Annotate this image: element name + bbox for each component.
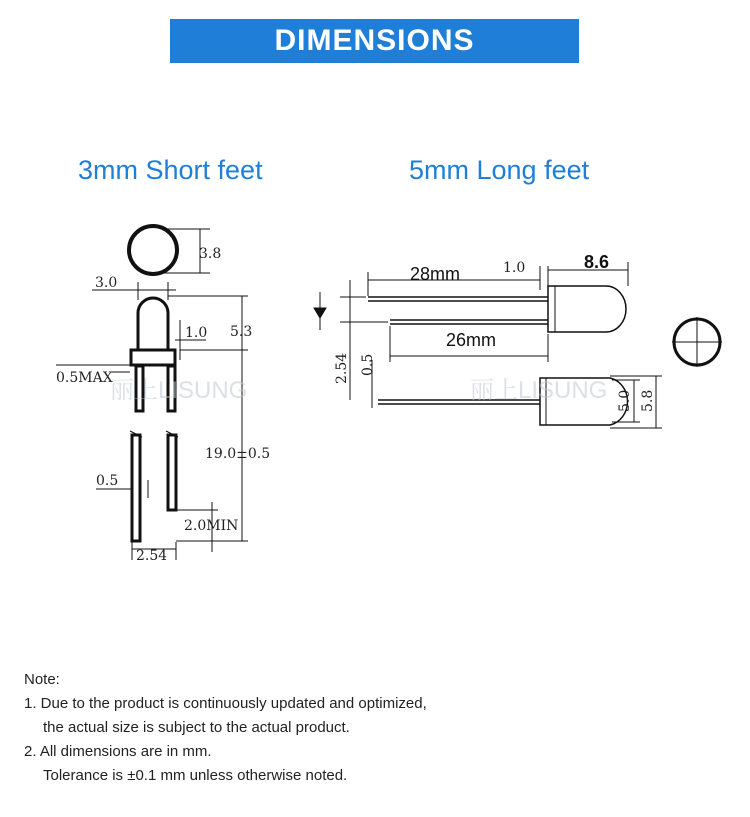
dim-pitch: 2.54 [136, 548, 168, 564]
note-2-line-1: 2. All dimensions are in mm. [24, 743, 212, 760]
dim-min-diff: 2.0MIN [184, 518, 239, 534]
watermark-right: 丽上LISUNG [470, 377, 608, 404]
page-title: DIMENSIONS [274, 24, 475, 57]
dim-max-gap: 0.5MAX [56, 370, 113, 386]
dim-outer-diameter: 5.8 [640, 389, 656, 412]
led-lens-outline [138, 298, 168, 350]
right-diagram-title: 5mm Long feet [409, 155, 590, 185]
dim-long-lead: 28mm [410, 264, 461, 284]
dim-lead-width: 0.5 [96, 473, 119, 489]
note-1-line-1: 1. Due to the product is continuously updated and optimized, [24, 695, 427, 712]
watermark-left: 丽上LISUNG [110, 377, 248, 404]
dim-short-lead: 26mm [446, 330, 497, 350]
dim-lead-width-right: 0.5 [360, 353, 376, 376]
dim-pitch-right: 2.54 [334, 352, 350, 384]
dim-lens-height: 5.3 [230, 324, 253, 340]
dim-body-width: 3.0 [95, 275, 118, 291]
led-top-view-ring [129, 226, 177, 274]
left-diagram-title: 3mm Short feet [78, 155, 263, 185]
note-2-line-2: Tolerance is ±0.1 mm unless otherwise noted. [43, 767, 348, 784]
dim-flange: 1.0 [185, 325, 208, 341]
dim-lens-diameter: 3.8 [199, 246, 222, 262]
dim-lens-length: 8.6 [584, 252, 610, 272]
dim-flange-right: 1.0 [503, 260, 526, 276]
dim-inner-diameter: 5.0 [617, 389, 633, 412]
notes-section [24, 668, 427, 788]
lead-left-lower [132, 435, 140, 541]
notes-heading: Note: [24, 671, 60, 688]
lead-right-lower [168, 435, 176, 510]
note-1-line-2: the actual size is subject to the actual product. [43, 719, 350, 736]
led-flange [131, 350, 175, 365]
led5-lens-top [548, 286, 626, 332]
dim-lead-length: 19.0±0.5 [205, 446, 271, 462]
